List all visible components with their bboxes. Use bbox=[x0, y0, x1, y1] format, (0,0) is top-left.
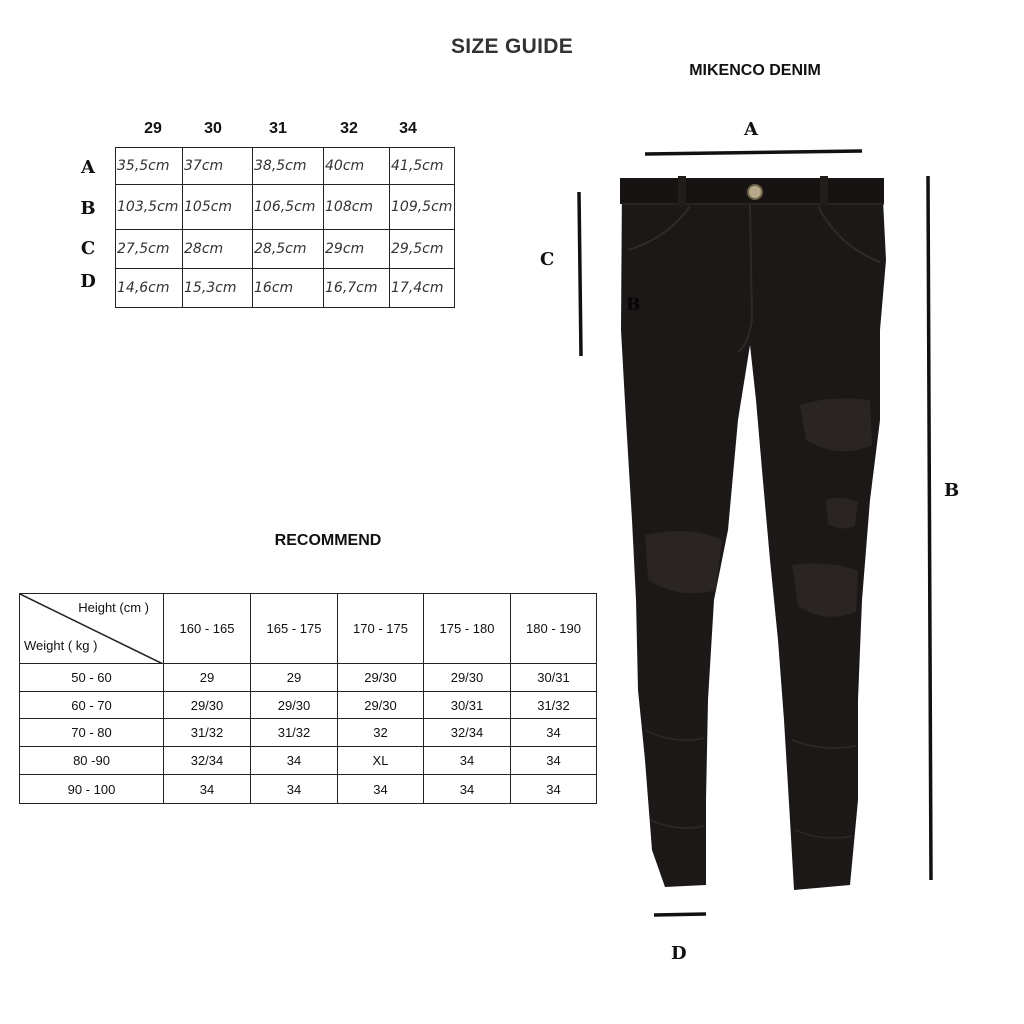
size-cell: 38,5cm bbox=[253, 148, 324, 185]
height-weight-corner bbox=[20, 594, 164, 664]
weight-cell: 80 -90 bbox=[20, 747, 164, 775]
size-cell: 15,3cm bbox=[183, 269, 253, 308]
recommend-header-row bbox=[20, 594, 597, 664]
weight-cell: 60 - 70 bbox=[20, 692, 164, 719]
size-header-30: 30 bbox=[204, 120, 222, 137]
weight-label: Weight ( kg ) bbox=[24, 638, 98, 653]
recommend-cell: 29/30 bbox=[338, 664, 424, 692]
size-cell: 27,5cm bbox=[116, 230, 183, 269]
size-chart-table bbox=[115, 147, 455, 308]
size-row-d bbox=[116, 269, 455, 308]
recommend-cell: 34 bbox=[424, 775, 511, 804]
size-cell: 16cm bbox=[253, 269, 324, 308]
size-cell: 28cm bbox=[183, 230, 253, 269]
label-b: B bbox=[944, 480, 960, 501]
size-cell: 108cm bbox=[324, 185, 390, 230]
recommend-cell: 30/31 bbox=[424, 692, 511, 719]
brand-name: MIKENCO DENIM bbox=[689, 62, 821, 79]
recommend-cell: 32/34 bbox=[424, 719, 511, 747]
row-label-b: B bbox=[80, 198, 96, 219]
recommend-cell: 34 bbox=[164, 775, 251, 804]
size-cell: 105cm bbox=[183, 185, 253, 230]
label-b-inner: B bbox=[626, 295, 641, 315]
size-header-29: 29 bbox=[144, 120, 162, 137]
size-cell: 109,5cm bbox=[390, 185, 455, 230]
page-title: SIZE GUIDE bbox=[450, 35, 574, 58]
height-label: Height (cm ) bbox=[78, 600, 149, 615]
label-a: A bbox=[744, 119, 758, 140]
height-header: 180 - 190 bbox=[511, 594, 597, 664]
size-cell: 37cm bbox=[183, 148, 253, 185]
recommend-cell: 29/30 bbox=[251, 692, 338, 719]
height-header: 160 - 165 bbox=[164, 594, 251, 664]
measure-line-a bbox=[645, 151, 862, 154]
label-d: D bbox=[671, 943, 687, 964]
size-cell: 29cm bbox=[324, 230, 390, 269]
size-cell: 41,5cm bbox=[390, 148, 455, 185]
size-cell: 14,6cm bbox=[116, 269, 183, 308]
recommend-cell: 31/32 bbox=[251, 719, 338, 747]
size-header-32: 32 bbox=[340, 120, 358, 137]
recommend-cell: 31/32 bbox=[511, 692, 597, 719]
height-header: 170 - 175 bbox=[338, 594, 424, 664]
size-cell: 35,5cm bbox=[116, 148, 183, 185]
recommend-cell: 29/30 bbox=[424, 664, 511, 692]
recommend-cell: 29/30 bbox=[164, 692, 251, 719]
row-label-d: D bbox=[80, 271, 96, 292]
recommend-cell: 34 bbox=[511, 747, 597, 775]
recommend-cell: 32 bbox=[338, 719, 424, 747]
size-cell: 106,5cm bbox=[253, 185, 324, 230]
measure-line-b bbox=[928, 176, 931, 880]
recommend-cell: 29 bbox=[251, 664, 338, 692]
size-cell: 40cm bbox=[324, 148, 390, 185]
button-icon bbox=[748, 185, 762, 199]
size-cell: 29,5cm bbox=[390, 230, 455, 269]
recommend-cell: 32/34 bbox=[164, 747, 251, 775]
recommend-row bbox=[20, 719, 597, 747]
recommend-cell: 34 bbox=[338, 775, 424, 804]
weight-cell: 90 - 100 bbox=[20, 775, 164, 804]
recommend-cell: 29/30 bbox=[338, 692, 424, 719]
recommend-cell: 34 bbox=[511, 775, 597, 804]
weight-cell: 50 - 60 bbox=[20, 664, 164, 692]
size-cell: 28,5cm bbox=[253, 230, 324, 269]
height-header: 175 - 180 bbox=[424, 594, 511, 664]
recommend-row bbox=[20, 747, 597, 775]
recommend-cell: 34 bbox=[424, 747, 511, 775]
size-cell: 16,7cm bbox=[324, 269, 390, 308]
recommend-cell: 34 bbox=[251, 747, 338, 775]
recommend-row bbox=[20, 664, 597, 692]
jeans-illustration bbox=[620, 176, 886, 890]
recommend-row bbox=[20, 775, 597, 804]
recommend-cell: XL bbox=[338, 747, 424, 775]
recommend-cell: 31/32 bbox=[164, 719, 251, 747]
measure-line-d bbox=[654, 914, 706, 915]
size-cell: 103,5cm bbox=[116, 185, 183, 230]
row-label-c: C bbox=[80, 238, 96, 259]
size-row-a bbox=[116, 148, 455, 185]
recommend-row bbox=[20, 692, 597, 719]
jeans-measurement-diagram bbox=[520, 100, 1020, 980]
measure-line-c bbox=[579, 192, 581, 356]
size-row-c bbox=[116, 230, 455, 269]
weight-cell: 70 - 80 bbox=[20, 719, 164, 747]
recommend-table bbox=[19, 593, 597, 804]
size-header-31: 31 bbox=[269, 120, 287, 137]
label-c: C bbox=[540, 249, 555, 270]
size-cell: 17,4cm bbox=[390, 269, 455, 308]
recommend-cell: 34 bbox=[251, 775, 338, 804]
size-row-b bbox=[116, 185, 455, 230]
row-label-a: A bbox=[81, 157, 95, 178]
height-header: 165 - 175 bbox=[251, 594, 338, 664]
recommend-cell: 34 bbox=[511, 719, 597, 747]
recommend-cell: 30/31 bbox=[511, 664, 597, 692]
size-header-34: 34 bbox=[399, 120, 417, 137]
recommend-cell: 29 bbox=[164, 664, 251, 692]
recommend-title: RECOMMEND bbox=[274, 532, 382, 549]
